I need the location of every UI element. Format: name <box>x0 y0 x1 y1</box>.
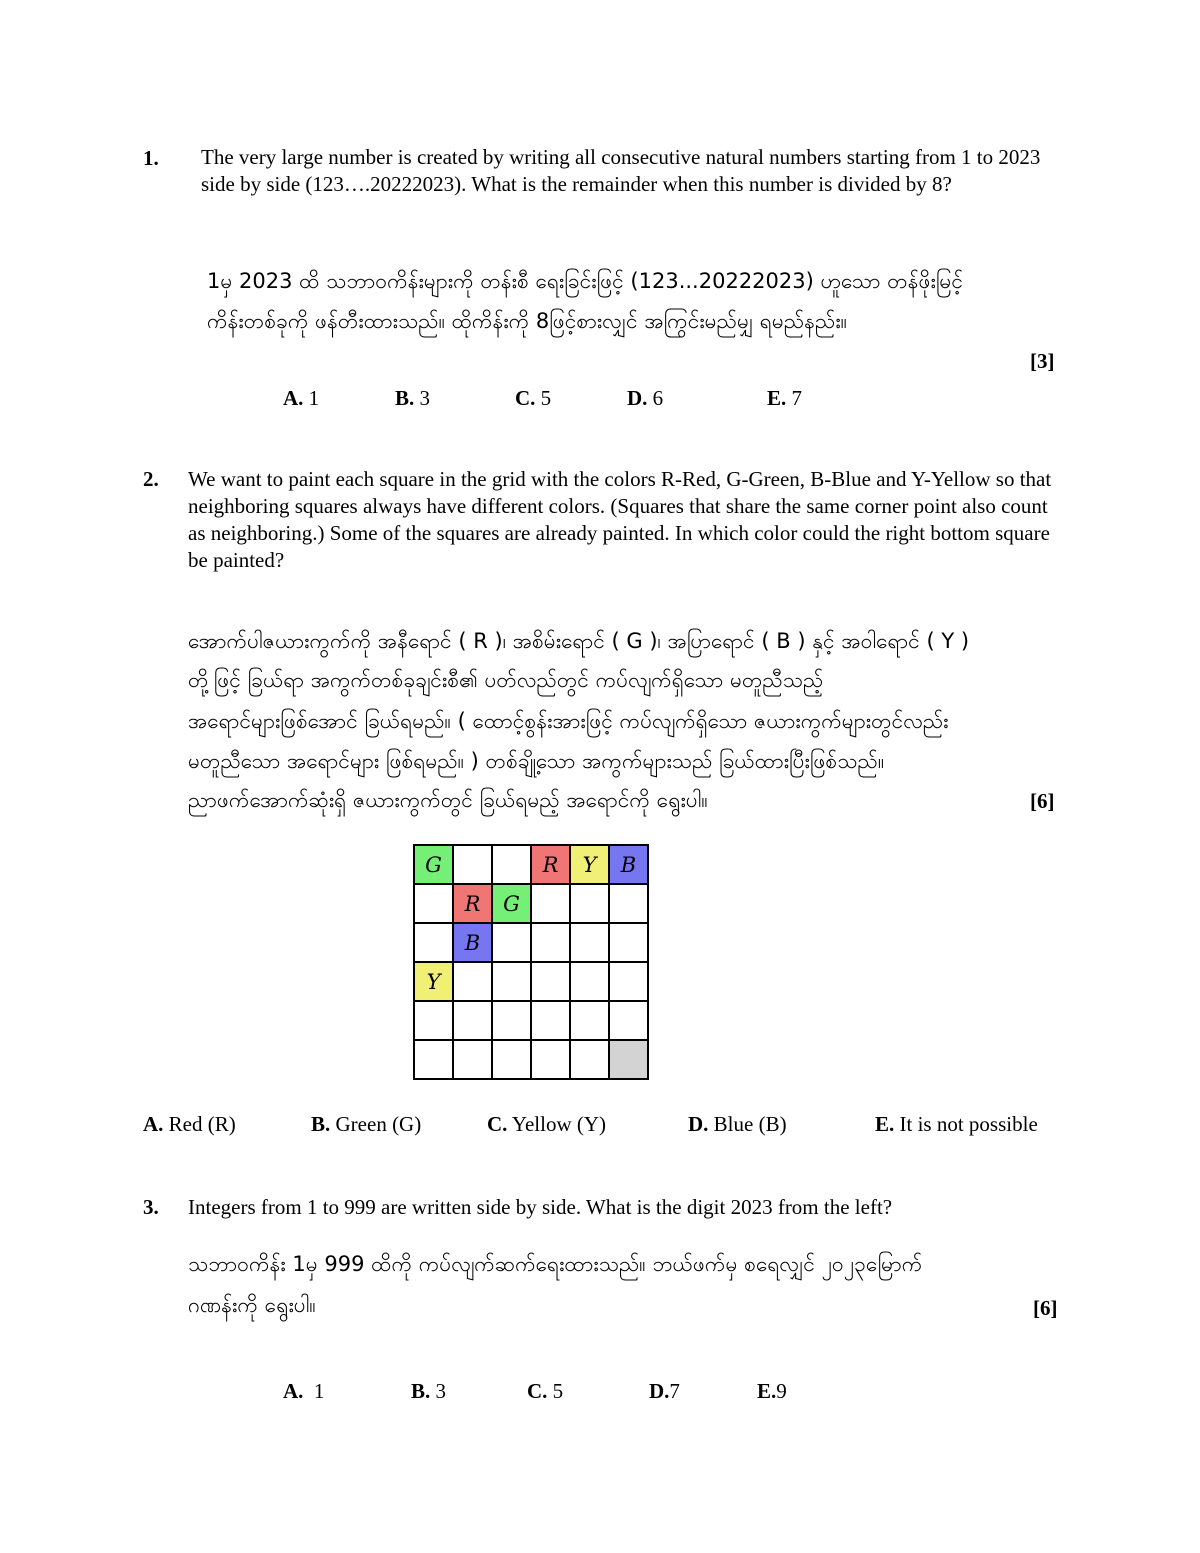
q1-option-c[interactable] <box>515 386 551 411</box>
option-text: Red (R) <box>168 1112 236 1136</box>
q1-option-b[interactable] <box>395 386 430 411</box>
grid-cell <box>609 1001 648 1040</box>
grid-row <box>414 1040 648 1079</box>
option-letter: D. <box>627 386 648 410</box>
option-letter: A. <box>283 386 304 410</box>
option-letter: E. <box>757 1379 777 1403</box>
grid-cell <box>453 845 492 884</box>
option-letter: C. <box>487 1112 508 1136</box>
option-text: 7 <box>791 386 803 410</box>
q1-option-e[interactable] <box>767 386 802 411</box>
q3-marks: [6] <box>1033 1296 1058 1320</box>
q2-option-b[interactable] <box>311 1112 421 1137</box>
grid-cell <box>492 923 531 962</box>
grid-cell <box>492 1040 531 1079</box>
grid-cell <box>414 884 453 923</box>
q2-number: 2. <box>143 467 159 491</box>
q2-myanmar-line-4: မတူညီသော အရောင်များ ဖြစ်ရမည်။ ) တစ်ချို့သော အကွက်များသည် ခြယ်ထားပြီးဖြစ်သည်။ <box>188 749 885 773</box>
grid-cell <box>531 962 570 1001</box>
grid-cell <box>570 884 609 923</box>
q3-option-b[interactable] <box>411 1379 446 1404</box>
q3-option-a[interactable] <box>283 1379 324 1404</box>
grid-cell: B <box>453 923 492 962</box>
q3-myanmar-line-1: သဘာဝကိန်း 1မှ 999 ထိကို ကပ်လျက်ဆက်ရေးထားသည်။ ဘယ်ဖက်မှ စရေလျှင် ၂၀၂၃မြောက် <box>188 1252 923 1276</box>
option-text: 5 <box>540 386 552 410</box>
option-text: It is not possible <box>899 1112 1038 1136</box>
grid-row <box>414 884 648 923</box>
option-text: Green (G) <box>335 1112 422 1136</box>
grid-cell <box>414 1040 453 1079</box>
q2-myanmar-line-3: အရောင်များဖြစ်အောင် ခြယ်ရမည်။ ( ထောင့်စွန်းအားဖြင့် ကပ်လျက်ရှိသော ဇယားကွက်များတွင်လည်း <box>188 709 949 733</box>
q2-myanmar-line-5: ညာဖက်အောက်ဆုံးရှိ ဇယားကွက်တွင် ခြယ်ရမည့် အရောင်ကို ရွေးပါ။ <box>188 788 708 812</box>
option-text: 6 <box>652 386 664 410</box>
q2-myanmar-line-1: အောက်ပါဇယားကွက်ကို အနီရောင် ( R )၊ အစိမ်းရောင် ( G )၊ အပြာရောင် ( B ) နှင့် အဝါရောင် ( Y ) <box>188 629 970 653</box>
grid-cell <box>453 962 492 1001</box>
q3-option-d[interactable] <box>649 1379 680 1404</box>
grid-cell <box>453 1001 492 1040</box>
option-text: 1 <box>313 1379 325 1403</box>
grid-cell <box>570 923 609 962</box>
option-letter: B. <box>395 386 415 410</box>
option-letter: A. <box>143 1112 164 1136</box>
grid-cell <box>531 923 570 962</box>
q2-option-e[interactable] <box>875 1112 1038 1137</box>
option-text: 7 <box>669 1379 680 1403</box>
q1-english-text: The very large number is created by writing all consecutive natural numbers starting from 1 to 2023 side by side (123….20222023). What is the remainder when this number is divided by 8? <box>201 145 1041 196</box>
option-text: 3 <box>419 386 431 410</box>
q2-option-d[interactable] <box>688 1112 787 1137</box>
grid-cell: G <box>492 884 531 923</box>
q3-myanmar-line-2: ဂဏန်းကို ရွေးပါ။ <box>188 1293 316 1317</box>
q2-myanmar-line-2: တို့ဖြင့် ခြယ်ရာ အကွက်တစ်ခုချင်းစီ၏ ပတ်လည်တွင် ကပ်လျက်ရှိသော မတူညီသည့် <box>188 668 824 692</box>
grid-cell <box>570 962 609 1001</box>
option-text: 3 <box>435 1379 447 1403</box>
q1-option-a[interactable] <box>283 386 319 411</box>
grid-cell <box>531 1040 570 1079</box>
option-letter: B. <box>411 1379 431 1403</box>
q3-english-text: Integers from 1 to 999 are written side by side. What is the digit 2023 from the left? <box>188 1195 893 1219</box>
option-text: 5 <box>552 1379 564 1403</box>
grid-cell <box>570 1001 609 1040</box>
q1-myanmar-line-2: ကိန်းတစ်ခုကို ဖန်တီးထားသည်။ ထိုကိန်းကို 8ဖြင့်စားလျှင် အကြွင်းမည်မျှ ရမည်နည်း။ <box>207 309 848 333</box>
grid-cell <box>492 1001 531 1040</box>
grid-row <box>414 845 648 884</box>
q1-myanmar-line-1: 1မှ 2023 ထိ သဘာဝကိန်းများကို တန်းစီ ရေးခြင်းဖြင့် (123...20222023) ဟူသော တန်ဖိုးမြင့် <box>207 269 964 293</box>
option-letter: C. <box>515 386 536 410</box>
q3-number: 3. <box>143 1195 159 1219</box>
option-letter: D. <box>688 1112 709 1136</box>
grid-row <box>414 1001 648 1040</box>
q2-option-c[interactable] <box>487 1112 606 1137</box>
q1-option-d[interactable] <box>627 386 663 411</box>
q2-option-a[interactable] <box>143 1112 236 1137</box>
option-letter: E. <box>875 1112 895 1136</box>
option-text: Blue (B) <box>713 1112 787 1136</box>
option-text: 1 <box>308 386 320 410</box>
q3-option-e[interactable] <box>757 1379 787 1404</box>
color-grid <box>413 844 649 1080</box>
q3-option-c[interactable] <box>527 1379 563 1404</box>
grid-cell <box>414 923 453 962</box>
q2-english-text: We want to paint each square in the grid with the colors R-Red, G-Green, B-Blue and Y-Yellow so that neighboring squares always have different colors. (Squares that share the same corner point also count as neighboring.) Some of the squares are already painted. In which color could the right bottom square be painted? <box>188 467 1052 572</box>
grid-cell <box>609 884 648 923</box>
grid-cell: G <box>414 845 453 884</box>
option-letter: B. <box>311 1112 331 1136</box>
q1-marks: [3] <box>1030 349 1055 373</box>
grid-cell <box>453 1040 492 1079</box>
grid-cell <box>492 845 531 884</box>
option-letter: C. <box>527 1379 548 1403</box>
q2-marks: [6] <box>1030 789 1055 813</box>
grid-cell: Y <box>570 845 609 884</box>
grid-cell: R <box>531 845 570 884</box>
grid-cell <box>609 923 648 962</box>
grid-cell <box>531 884 570 923</box>
grid-cell <box>492 962 531 1001</box>
option-text: 9 <box>776 1379 787 1403</box>
grid-cell <box>531 1001 570 1040</box>
option-letter: A. <box>283 1379 304 1403</box>
grid-cell <box>414 1001 453 1040</box>
option-letter: D. <box>649 1379 670 1403</box>
grid-cell: R <box>453 884 492 923</box>
grid-cell <box>609 1040 648 1079</box>
option-letter: E. <box>767 386 787 410</box>
grid-cell <box>609 962 648 1001</box>
option-text: Yellow (Y) <box>511 1112 607 1136</box>
grid-cell: Y <box>414 962 453 1001</box>
grid-row <box>414 923 648 962</box>
grid-cell <box>570 1040 609 1079</box>
grid-cell: B <box>609 845 648 884</box>
q1-number: 1. <box>143 146 159 170</box>
grid-row <box>414 962 648 1001</box>
